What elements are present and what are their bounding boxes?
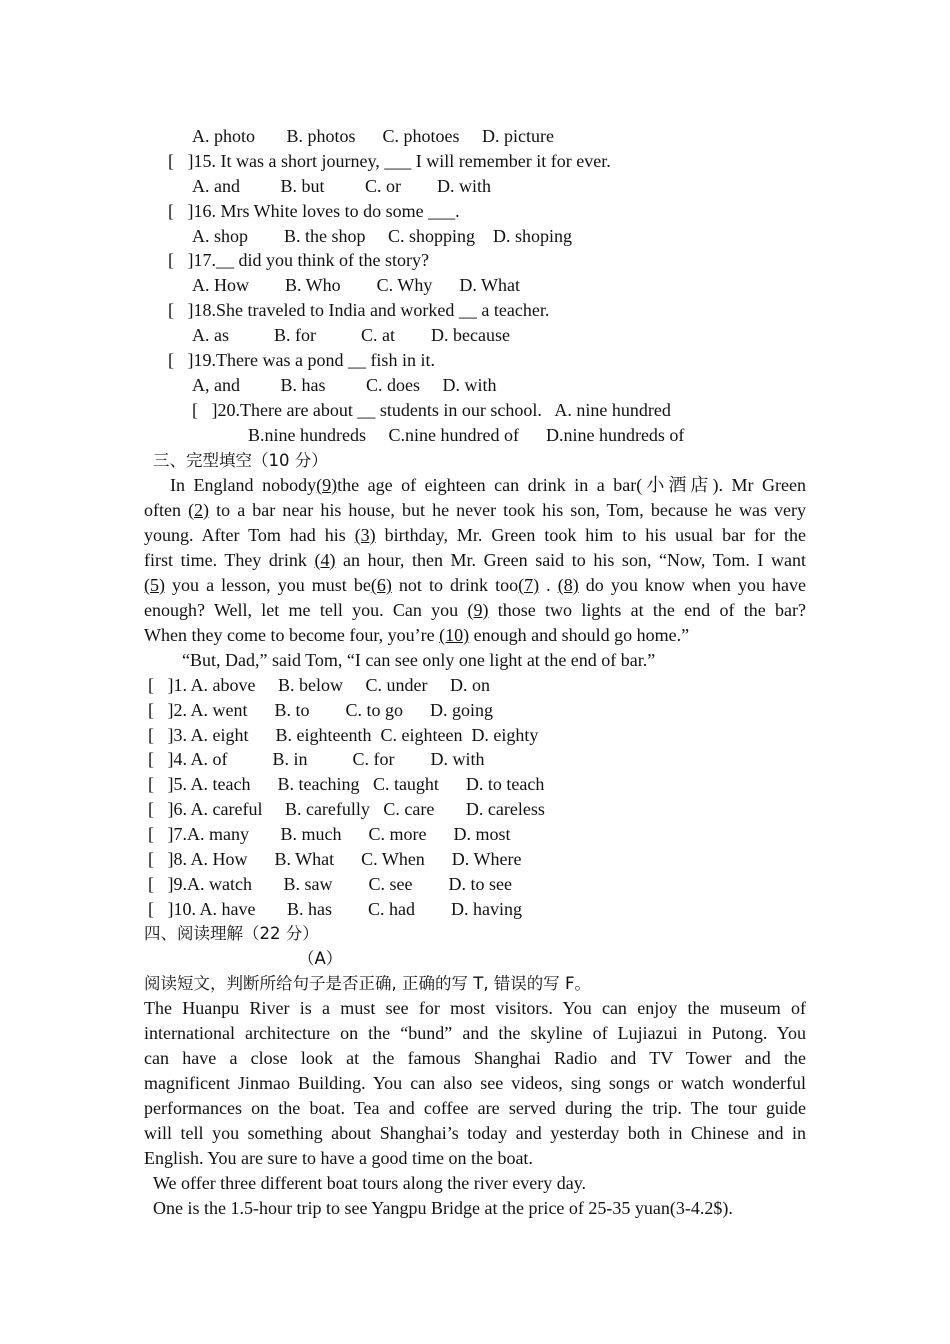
passage-line: enough? Well, let me tell you. Can you (9) those two lights at the end of the bar? — [144, 600, 806, 620]
q19-options: A, and B. has C. does D. with — [192, 375, 497, 395]
passage-line: When they come to become four, you’re (10) enough and should go home.” — [144, 625, 690, 645]
q20-options: B.nine hundreds C.nine hundred of D.nine hundreds of — [248, 425, 685, 445]
cloze-heading: 三、完型填空（10 分） — [153, 451, 328, 470]
q18-stem: [ ]18.She traveled to India and worked __ a teacher. — [168, 300, 550, 320]
passage-line: In England nobody(9)the age of eighteen can drink in a bar(小酒店). Mr Green — [170, 475, 807, 495]
q20-stem: [ ]20.There are about __ students in our school. A. nine hundred — [192, 400, 671, 420]
reading-heading: 四、阅读理解（22 分） — [144, 924, 319, 943]
q17-options: A. How B. Who C. Why D. What — [192, 275, 520, 295]
cloze-q7: [ ]7.A. many B. much C. more D. most — [148, 824, 511, 844]
reading-line: international architecture on the “bund” and the skyline of Lujiazui in Putong. You — [144, 1023, 806, 1043]
reading-line: performances on the boat. Tea and coffee are served during the trip. The tour guide — [144, 1098, 806, 1118]
blank-5: (5) — [144, 575, 165, 595]
cloze-q5: [ ]5. A. teach B. teaching C. taught D. to teach — [148, 774, 545, 794]
cloze-q2: [ ]2. A. went B. to C. to go D. going — [148, 700, 493, 720]
reading-paragraph-3: One is the 1.5-hour trip to see Yangpu Bridge at the price of 25-35 yuan(3-4.2$). — [153, 1198, 733, 1218]
passage-line: often (2) to a bar near his house, but he never took his son, Tom, because he was very — [144, 500, 807, 520]
reading-instruction: 阅读短文，判断所给句子是否正确, 正确的写 T, 错误的写 F。 — [144, 974, 592, 993]
q16-options: A. shop B. the shop C. shopping D. shoping — [192, 226, 573, 246]
reading-paragraph-2: We offer three different boat tours along the river every day. — [153, 1173, 587, 1193]
blank-2: (2) — [188, 500, 210, 520]
blank-4: (4) — [314, 550, 336, 570]
q14-options: A. photo B. photos C. photoes D. picture — [192, 126, 554, 146]
reading-paragraph-1 — [144, 996, 806, 1171]
q19-stem: [ ]19.There was a pond __ fish in it. — [168, 350, 435, 370]
cloze-passage — [144, 473, 806, 648]
blank-9: (9) — [467, 600, 489, 620]
q16-stem: [ ]16. Mrs White loves to do some ___. — [168, 201, 460, 221]
reading-line: English. You are sure to have a good time on the boat. — [144, 1148, 533, 1168]
blank-8: (8) — [557, 575, 579, 595]
blank-6: (6) — [370, 575, 392, 595]
cloze-q6: [ ]6. A. careful B. carefully C. care D. careless — [148, 799, 545, 819]
cloze-q4: [ ]4. A. of B. in C. for D. with — [148, 749, 485, 769]
blank-10: (10) — [439, 625, 470, 645]
reading-part-label: （A） — [298, 949, 343, 968]
passage-line: young. After Tom had his (3) birthday, Mr. Green took him to his usual bar for the — [144, 525, 806, 545]
reading-line: can have a close look at the famous Shanghai Radio and TV Tower and the — [144, 1048, 806, 1068]
q18-options: A. as B. for C. at D. because — [192, 325, 510, 345]
blank-1: (9) — [316, 475, 338, 495]
reading-line: magnificent Jinmao Building. You can also see videos, sing songs or watch wonderful — [144, 1073, 806, 1093]
cloze-q10: [ ]10. A. have B. has C. had D. having — [148, 899, 522, 919]
blank-7: (7) — [518, 575, 540, 595]
passage-line: (5) you a lesson, you must be(6) not to drink too(7) . (8) do you know when you have — [144, 575, 807, 595]
cloze-q9: [ ]9.A. watch B. saw C. see D. to see — [148, 874, 512, 894]
q15-stem: [ ]15. It was a short journey, ___ I will remember it for ever. — [168, 151, 611, 171]
q15-options: A. and B. but C. or D. with — [192, 176, 491, 196]
cloze-q1: [ ]1. A. above B. below C. under D. on — [148, 675, 490, 695]
reading-line: The Huanpu River is a must see for most visitors. You can enjoy the museum of — [144, 998, 806, 1018]
reading-line: will tell you something about Shanghai’s today and yesterday both in Chinese and in — [144, 1123, 806, 1143]
passage-last-line: “But, Dad,” said Tom, “I can see only one light at the end of bar.” — [182, 650, 656, 670]
cloze-q8: [ ]8. A. How B. What C. When D. Where — [148, 849, 522, 869]
passage-line: first time. They drink (4) an hour, then Mr. Green said to his son, “Now, Tom. I want — [144, 550, 806, 570]
q17-stem: [ ]17.__ did you think of the story? — [168, 250, 429, 270]
blank-3: (3) — [354, 525, 376, 545]
cloze-q3: [ ]3. A. eight B. eighteenth C. eighteen D. eighty — [148, 725, 539, 745]
